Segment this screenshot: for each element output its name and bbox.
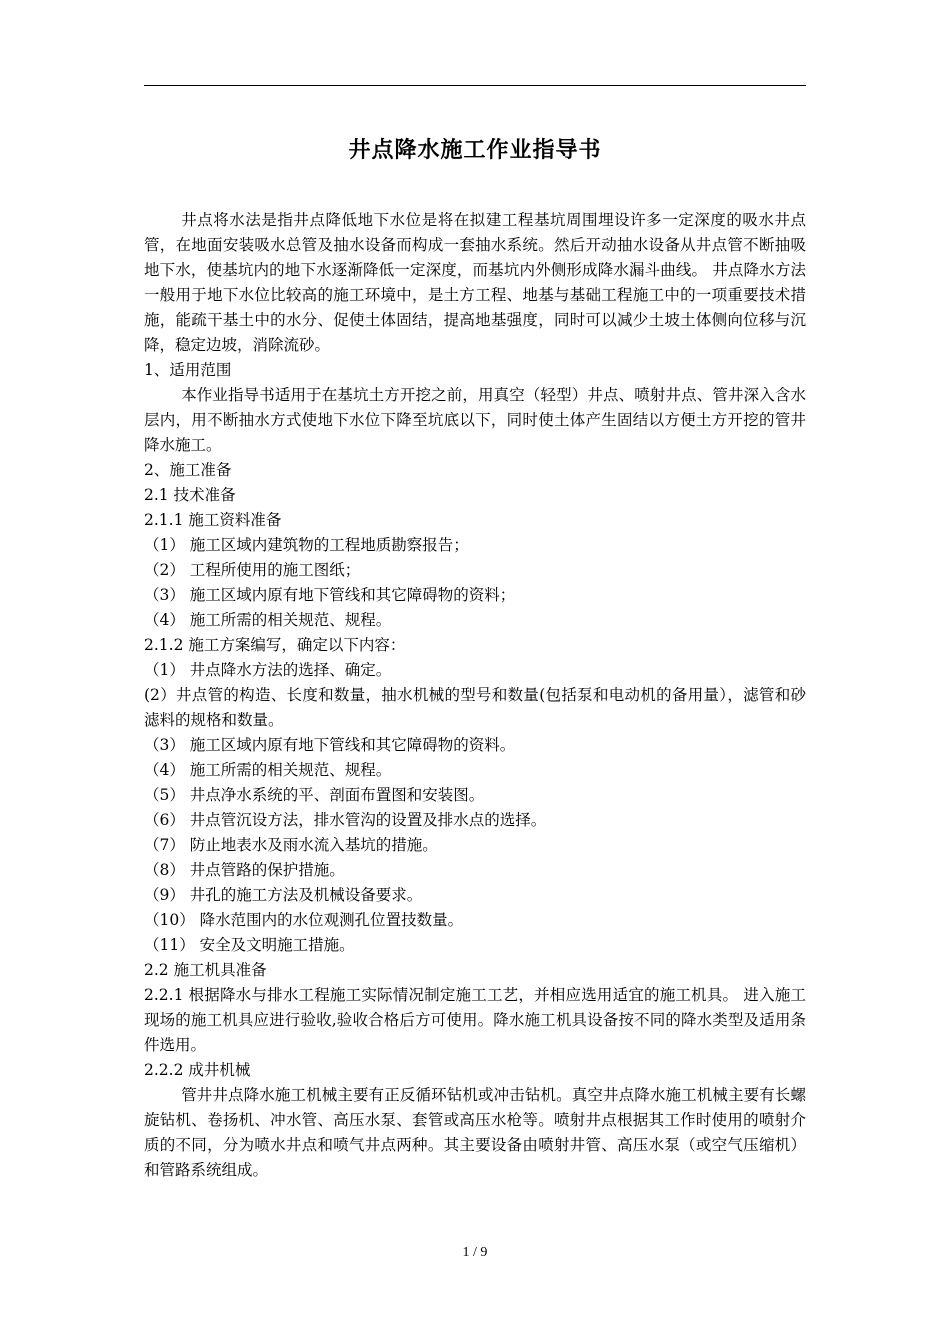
paragraph: 2.2.1 根据降水与排水工程施工实际情况制定施工工艺，并相应选用适宜的施工机具。 进入施工现场的施工机具应进行验收,验收合格后方可使用。降水施工机具设备按不同的降水类型及适用条件选用。 [144,986,806,1054]
paragraph: 2、施工准备 [144,461,232,479]
paragraph: （7） 防止地表水及雨水流入基坑的措施。 [144,836,438,854]
paragraph: （11） 安全及文明施工措施。 [144,936,355,954]
paragraph: （5） 井点净水系统的平、剖面布置图和安装图。 [144,786,485,804]
paragraph: （3） 施工区域内原有地下管线和其它障碍物的资料； [144,586,516,604]
paragraph: 2.1.1 施工资料准备 [144,511,282,529]
paragraph: （4） 施工所需的相关规范、规程。 [144,611,392,629]
paragraph: （3） 施工区域内原有地下管线和其它障碍物的资料。 [144,736,516,754]
paragraph: （4） 施工所需的相关规范、规程。 [144,761,392,779]
document-title: 井点降水施工作业指导书 [348,138,602,163]
paragraph: 2.2.2 成井机械 [144,1061,251,1079]
paragraph: （1） 井点降水方法的选择、确定。 [144,661,392,679]
header-rule [144,85,806,86]
paragraph: （10） 降水范围内的水位观测孔位置技数量。 [144,911,464,929]
paragraph: 本作业指导书适用于在基坑土方开挖之前，用真空（轻型）井点、喷射井点、管井深入含水层内，用不断抽水方式使地下水位下降至坑底以下，同时使土体产生固结以方便土方开挖的管井降水施工。 [144,386,806,454]
page-number: 1 / 9 [462,1245,488,1260]
paragraph: 井点将水法是指井点降低地下水位是将在拟建工程基坑周围埋设许多一定深度的吸水井点管，在地面安装吸水总管及抽水设备而构成一套抽水系统。然后开动抽水设备从井点管不断抽吸地下水，使基坑内的地下水逐渐降低一定深度，而基坑内外侧形成降水漏斗曲线。 井点降水方法一般用于地下水位比较高的施工环境中，是土方工程、地基与基础工程施工中的一项重要技术措施，能疏干基土中的水分、促使土体固结，提高地基强度，同时可以减少土坡土体侧向位移与沉降，稳定边坡，消除流砂。 [144,211,806,354]
paragraph: 2.1.2 施工方案编写，确定以下内容： [144,636,406,654]
paragraph: （8） 井点管路的保护措施。 [144,861,345,879]
paragraph: 1、适用范围 [144,361,232,379]
paragraph: （9） 井孔的施工方法及机械设备要求。 [144,886,423,904]
paragraph: 2.2 施工机具准备 [144,961,267,979]
paragraph: （2） 工程所使用的施工图纸； [144,561,361,579]
document-body [144,208,806,1183]
paragraph: （6） 井点管沉设方法，排水管沟的设置及排水点的选择。 [144,811,547,829]
paragraph: 2.1 技术准备 [144,486,236,504]
paragraph: 管井井点降水施工机械主要有正反循环钻机或冲击钻机。真空井点降水施工机械主要有长螺旋钻机、卷扬机、冲水管、高压水泵、套管或高压水枪等。喷射井点根据其工作时使用的喷射介质的不同，分为喷水井点和喷气井点两种。其主要设备由喷射井管、高压水泵（或空气压缩机）和管路系统组成。 [144,1086,806,1179]
paragraph: （1） 施工区域内建筑物的工程地质勘察报告； [144,536,469,554]
paragraph: (2）井点管的构造、长度和数量，抽水机械的型号和数量(包括泵和电动机的备用量），滤管和砂滤料的规格和数量。 [144,686,806,729]
